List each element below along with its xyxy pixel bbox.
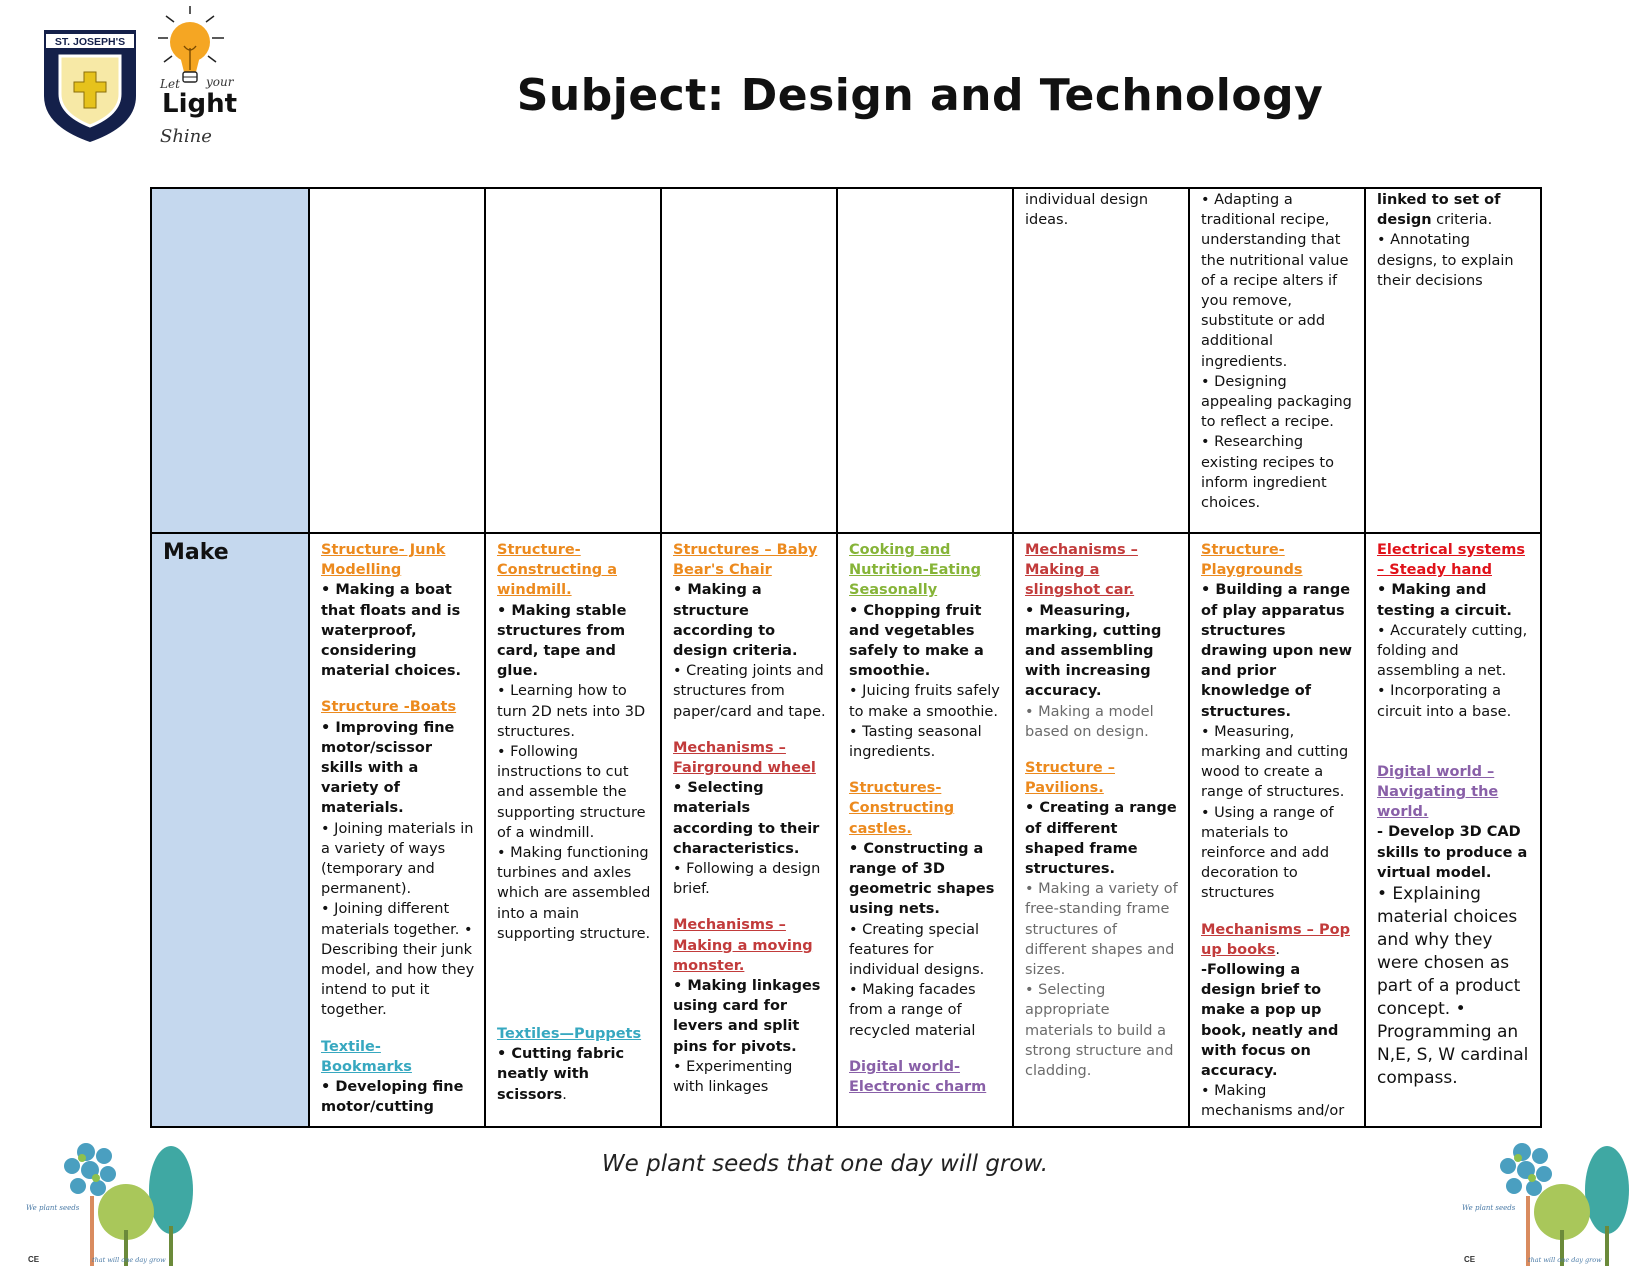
tree-caption-ce: CE xyxy=(1464,1255,1476,1264)
make-bullet: • Experimenting with linkages xyxy=(673,1058,793,1096)
topic-heading: Structure – Pavilions. xyxy=(1025,760,1115,797)
design-text: ideas. xyxy=(1025,212,1069,229)
make-bullet: • Explaining material choices and why they were chosen as part of a product concept. • Programming an N,E, S, W cardinal compass. xyxy=(1377,884,1529,1089)
cell-make-col4 xyxy=(837,533,1013,1127)
make-bullet: • Using a range of materials to reinforce and add decoration to structures xyxy=(1201,804,1334,902)
topic-heading: Digital world- Electronic charm xyxy=(849,1058,987,1096)
crest-label: ST. JOSEPH'S xyxy=(54,36,126,48)
make-bullet: • Making a variety of free-standing frame structures of different shapes and sizes. xyxy=(1025,881,1178,979)
row-label-make: Make xyxy=(163,540,229,565)
make-bullet: • Making mechanisms and/or xyxy=(1201,1083,1345,1120)
make-bullet-end: . xyxy=(562,1086,567,1103)
make-bullet: • Building a range of play apparatus structures drawing upon new and prior knowledge of structures. xyxy=(1201,582,1353,720)
make-bullet: • Developing fine motor/cutting xyxy=(321,1079,464,1116)
make-bullet: • Joining different materials together. • Describing their junk model, and how they intend to put it together. xyxy=(321,901,475,1019)
make-bullet: • Improving fine motor/scissor skills with a variety of materials. xyxy=(321,719,455,817)
curriculum-table xyxy=(150,187,1542,1128)
row-label-cell xyxy=(151,533,309,1127)
cell-design-col7 xyxy=(1189,188,1365,533)
topic-heading: Textiles—Puppets xyxy=(497,1026,642,1043)
cell-make-col6 xyxy=(1189,533,1365,1127)
make-bullet: • Making and testing a circuit. xyxy=(1377,582,1512,619)
make-bullet: • Tasting seasonal ingredients. xyxy=(849,723,982,761)
design-bullet: • Researching existing recipes to inform ingredient choices. xyxy=(1201,434,1334,512)
logo-word-light: Light xyxy=(162,89,238,119)
table-row-design-continued xyxy=(151,188,1541,533)
topic-heading: Structure- Playgrounds xyxy=(1201,542,1303,579)
design-bullet: • Annotating designs, to explain their decisions xyxy=(1377,232,1514,289)
topic-heading: Mechanisms – Making a slingshot car. xyxy=(1025,542,1138,599)
topic-heading: Structure- Constructing a windmill. xyxy=(497,542,617,599)
tree-illustration-left xyxy=(26,1130,196,1270)
make-bullet: • Selecting appropriate materials to build a strong structure and cladding. xyxy=(1025,982,1174,1080)
make-bullet: - Develop 3D CAD skills to produce a virtual model. xyxy=(1377,824,1528,881)
topic-heading: Electrical systems – Steady hand xyxy=(1377,542,1525,579)
tree-caption-bottom: that will one day grow xyxy=(1528,1256,1602,1264)
cell-empty xyxy=(837,188,1013,533)
cell-design-col6 xyxy=(1013,188,1189,533)
tree-caption-bottom: that will one day grow xyxy=(92,1256,166,1264)
make-bullet: • Measuring, marking, cutting and assembling with increasing accuracy. xyxy=(1025,602,1162,700)
make-bullet: • Making stable structures from card, tape and glue. xyxy=(497,602,627,680)
make-bullet: • Measuring, marking and cutting wood to create a range of structures. xyxy=(1201,723,1349,801)
make-bullet: • Following a design brief. xyxy=(673,861,821,898)
make-bullet: • Making facades from a range of recycled material xyxy=(849,982,976,1039)
make-bullet: • Accurately cutting, folding and assembling a net. xyxy=(1377,622,1528,680)
cell-make-col1 xyxy=(309,533,485,1127)
design-bullet: • Designing appealing packaging to reflect a recipe. xyxy=(1201,373,1352,431)
make-bullet: • Making a model based on design. xyxy=(1025,703,1154,740)
topic-heading: Mechanisms – Fairground wheel xyxy=(673,739,816,777)
tree-caption-top: We plant seeds xyxy=(1462,1204,1516,1212)
make-bullet: • Juicing fruits safely to make a smoothie. xyxy=(849,683,1000,720)
topic-heading: Structure- Junk Modelling xyxy=(321,542,446,579)
tree-illustration-right xyxy=(1462,1130,1632,1270)
make-bullet: -Following a design brief to make a pop up book, neatly and with focus on accuracy. xyxy=(1201,962,1339,1080)
make-bullet: • Joining materials in a variety of ways (temporary and permanent). xyxy=(321,820,474,898)
cell-make-col3 xyxy=(661,533,837,1127)
make-bullet: • Learning how to turn 2D nets into 3D structures. xyxy=(497,683,646,740)
make-bullet: • Cutting fabric neatly with scissors xyxy=(497,1046,625,1103)
cell-empty xyxy=(661,188,837,533)
design-bullet: • Adapting a traditional recipe, understanding that the nutritional value of a recipe alters if you remove, substitute or add additional ingredients. xyxy=(1201,192,1349,370)
cell-design-col8 xyxy=(1365,188,1541,533)
make-bullet: • Constructing a range of 3D geometric shapes using nets. xyxy=(849,840,995,918)
topic-heading: Mechanisms – Making a moving monster. xyxy=(673,917,813,974)
tree-caption-top: We plant seeds xyxy=(26,1204,80,1212)
make-bullet: • Chopping fruit and vegetables safely to make a smoothie. xyxy=(849,602,984,680)
make-bullet: • Making linkages using card for levers and split pins for pivots. xyxy=(673,978,821,1055)
make-bullet: • Making a boat that floats and is waterproof, considering material choices. xyxy=(321,582,462,680)
make-bullet: • Making functioning turbines and axles which are assembled into a main supporting structure. xyxy=(497,845,651,942)
design-text: individual design xyxy=(1025,192,1149,208)
school-motto: We plant seeds that one day will grow. xyxy=(601,1151,1049,1177)
heading-end: . xyxy=(1275,941,1280,958)
make-bullet: • Creating a range of different shaped frame structures. xyxy=(1025,800,1177,878)
logo-word-your: your xyxy=(206,75,234,89)
topic-heading: Cooking and Nutrition-Eating Seasonally xyxy=(849,542,982,599)
topic-heading: Mechanisms – Pop up books xyxy=(1201,921,1350,958)
logo-word-shine: Shine xyxy=(160,126,212,147)
topic-heading: Structures- Constructing castles. xyxy=(849,780,955,837)
design-bold-text: linked to set of xyxy=(1377,192,1501,208)
table-row-make xyxy=(151,533,1541,1127)
cell-empty xyxy=(485,188,661,533)
make-bullet: • Incorporating a circuit into a base. xyxy=(1377,683,1512,720)
make-bullet: • Making a structure according to design criteria. xyxy=(673,582,798,660)
tree-caption-ce: CE xyxy=(28,1255,40,1264)
make-bullet: • Creating joints and structures from paper/card and tape. xyxy=(673,663,826,720)
design-text: criteria. xyxy=(1431,212,1493,229)
cell-make-col2 xyxy=(485,533,661,1127)
make-bullet: • Following instructions to cut and assemble the supporting structure of a windmill. xyxy=(497,744,646,841)
row-label-cell-empty xyxy=(151,188,309,533)
logo-word-let: Let xyxy=(160,77,180,91)
cell-make-col5 xyxy=(1013,533,1189,1127)
topic-heading: Textile- Bookmarks xyxy=(321,1038,412,1075)
topic-heading: Structure -Boats xyxy=(321,699,457,716)
cell-empty xyxy=(309,188,485,533)
page-title: Subject: Design and Technology xyxy=(516,70,1324,121)
topic-heading: Structures – Baby Bear's Chair xyxy=(673,542,818,579)
cell-make-col7 xyxy=(1365,533,1541,1127)
make-bullet: • Creating special features for individual designs. xyxy=(849,921,985,979)
topic-heading: Digital world – Navigating the world. xyxy=(1377,763,1499,821)
design-bold-text: design xyxy=(1377,212,1432,229)
make-bullet: • Selecting materials according to their characteristics. xyxy=(673,780,820,857)
